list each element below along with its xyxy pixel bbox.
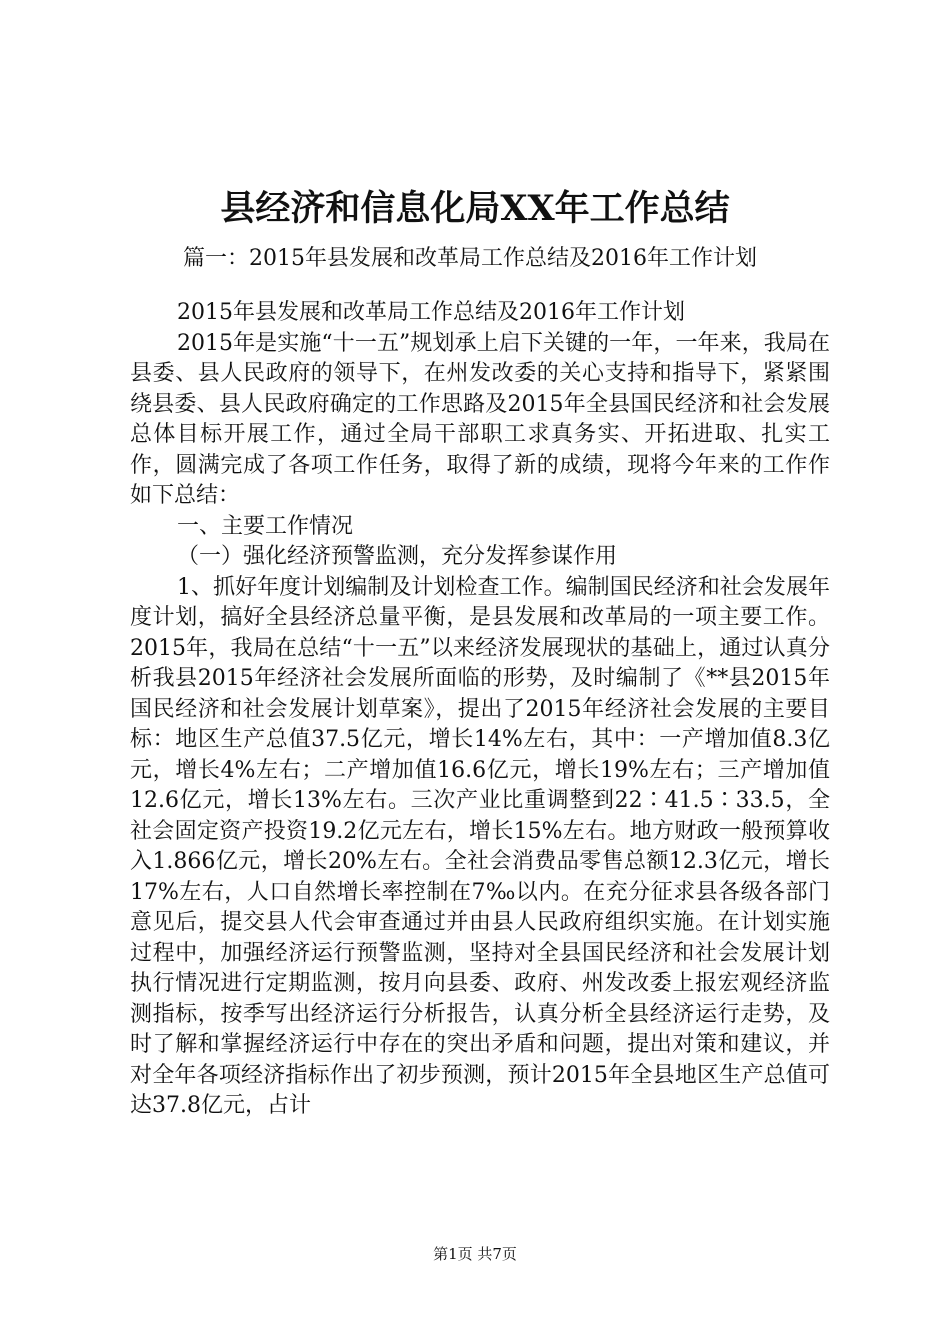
body-paragraph: 2015年是实施“十一五”规划承上启下关键的一年，一年来，我局在县委、县人民政府的领导下，在州发改委的关心支持和指导下，紧紧围绕县委、县人民政府确定的工作思路及2015年全县国民经济和社会发展总体目标开展工作，通过全局干部职工求真务实、开拓进取、扎实工作，圆满完成了各项工作任务，取得了新的成绩，现将今年来的工作作如下总结：: [130, 330, 830, 508]
page-footer: 第1页 共7页: [433, 1245, 517, 1263]
document-title: 县经济和信息化局XX年工作总结: [220, 188, 730, 229]
document-subtitle: 篇一：2015年县发展和改革局工作总结及2016年工作计划: [183, 246, 757, 271]
subsection-heading: （一）强化经济预警监测，充分发挥参谋作用: [177, 544, 618, 569]
body-paragraph: 2015年县发展和改革局工作总结及2016年工作计划: [177, 300, 685, 325]
section-heading: 一、主要工作情况: [177, 513, 354, 539]
body-paragraph: 1、抓好年度计划编制及计划检查工作。编制国民经济和社会发展年度计划，搞好全县经济总量平衡，是县发展和改革局的一项主要工作。2015年，我局在总结“十一五”以来经济发展现状的基础上，通过认真分析我县2015年经济社会发展所面临的形势，及时编制了《**县2015年国民经济和社会发展计划草案》，提出了2015年经济社会发展的主要目标：地区生产总值37.5亿元，增长14%左右，其中：一产增加值8.3亿元，增长4%左右；二产增加值16.6亿元，增长19%左右；三产增加值12.6亿元，增长13%左右。三次产业比重调整到22∶41.5∶33.5，全社会固定资产投资19.2亿元左右，增长15%左右。地方财政一般预算收入1.866亿元，增长20%左右。全社会消费品零售总额12.3亿元，增长17%左右，人口自然增长率控制在7‰以内。在充分征求县各级各部门意见后，提交县人代会审查通过并由县人民政府组织实施。在计划实施过程中，加强经济运行预警监测，坚持对全县国民经济和社会发展计划执行情况进行定期监测，按月向县委、政府、州发改委上报宏观经济监测指标，按季写出经济运行分析报告，认真分析全县经济运行走势，及时了解和掌握经济运行中存在的突出矛盾和问题，提出对策和建议，并对全年各项经济指标作出了初步预测，预计2015年全县地区生产总值可达37.8亿元，占计: [130, 574, 830, 1118]
document-body: [130, 298, 830, 1122]
